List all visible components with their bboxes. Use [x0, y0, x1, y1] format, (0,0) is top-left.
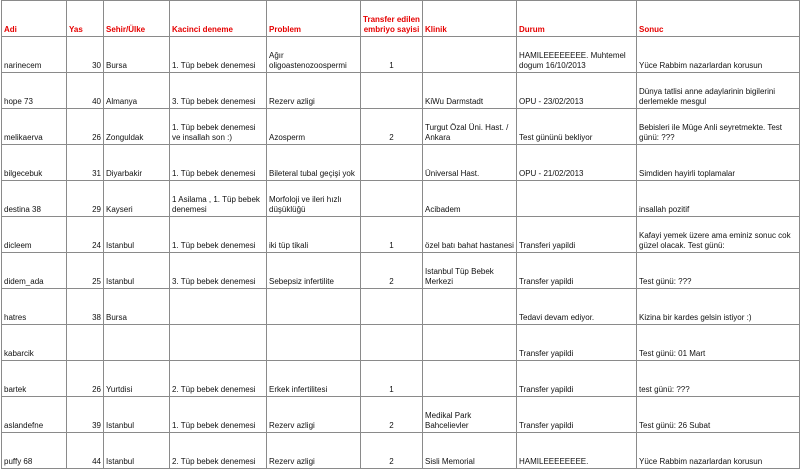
cell-durum — [517, 181, 637, 217]
table-row — [2, 289, 800, 325]
cell-durum: OPU - 21/02/2013 — [517, 145, 637, 181]
cell-yas: 30 — [67, 37, 104, 73]
cell-klinik: Medikal Park Bahcelievler — [423, 397, 517, 433]
cell-durum: Transfer yapildi — [517, 325, 637, 361]
cell-transfer-embriyo: 1 — [361, 361, 423, 397]
cell-sehir-ulke: Yurtdisi — [104, 361, 170, 397]
cell-transfer-embriyo: 2 — [361, 109, 423, 145]
cell-kacinci-deneme: 1. Tüp bebek denemesi — [170, 37, 267, 73]
cell-yas: 39 — [67, 397, 104, 433]
cell-problem: Morfoloji ve ileri hızlı düşüklüğü — [267, 181, 361, 217]
cell-adi: dicleem — [2, 217, 67, 253]
cell-sehir-ulke: Bursa — [104, 37, 170, 73]
cell-problem: Erkek infertilitesi — [267, 361, 361, 397]
cell-problem: Bileteral tubal geçişi yok — [267, 145, 361, 181]
table-row — [2, 361, 800, 397]
cell-transfer-embriyo — [361, 325, 423, 361]
cell-problem: Rezerv azligi — [267, 433, 361, 469]
cell-sehir-ulke: Istanbul — [104, 397, 170, 433]
cell-sehir-ulke: Bursa — [104, 289, 170, 325]
cell-adi: kabarcik — [2, 325, 67, 361]
cell-klinik — [423, 361, 517, 397]
header-klinik: Klinik — [423, 1, 517, 37]
cell-durum: Tedavi devam ediyor. — [517, 289, 637, 325]
table-row — [2, 397, 800, 433]
cell-kacinci-deneme: 2. Tüp bebek denemesi — [170, 433, 267, 469]
cell-yas: 25 — [67, 253, 104, 289]
cell-sonuc: Test günü: 26 Subat — [637, 397, 800, 433]
cell-durum: Transfer yapildi — [517, 397, 637, 433]
cell-sehir-ulke: Diyarbakir — [104, 145, 170, 181]
cell-yas: 44 — [67, 433, 104, 469]
cell-durum: Test gününü bekliyor — [517, 109, 637, 145]
cell-klinik — [423, 289, 517, 325]
cell-kacinci-deneme: 1. Tüp bebek denemesi ve insallah son :) — [170, 109, 267, 145]
cell-klinik: Üniversal Hast. — [423, 145, 517, 181]
cell-adi: destina 38 — [2, 181, 67, 217]
table-row — [2, 217, 800, 253]
header-yas: Yas — [67, 1, 104, 37]
cell-adi: puffy 68 — [2, 433, 67, 469]
cell-sonuc: Test günü: 01 Mart — [637, 325, 800, 361]
cell-sehir-ulke: Almanya — [104, 73, 170, 109]
cell-sonuc: Test günü: ??? — [637, 253, 800, 289]
cell-transfer-embriyo: 2 — [361, 397, 423, 433]
cell-problem: Azosperm — [267, 109, 361, 145]
cell-transfer-embriyo: 1 — [361, 37, 423, 73]
header-adi: Adi — [2, 1, 67, 37]
cell-sonuc: Kafayi yemek üzere ama eminiz sonuc cok güzel olacak. Test günü: — [637, 217, 800, 253]
cell-durum: Transferi yapildi — [517, 217, 637, 253]
cell-adi: bartek — [2, 361, 67, 397]
cell-sonuc: Bebisleri ile Müge Anli seyretmekte. Test günü: ??? — [637, 109, 800, 145]
cell-transfer-embriyo — [361, 73, 423, 109]
cell-transfer-embriyo — [361, 181, 423, 217]
cell-kacinci-deneme: 3. Tüp bebek denemesi — [170, 73, 267, 109]
header-kacinci-deneme: Kacinci deneme — [170, 1, 267, 37]
cell-sehir-ulke: Istanbul — [104, 217, 170, 253]
cell-problem — [267, 325, 361, 361]
cell-durum: OPU - 23/02/2013 — [517, 73, 637, 109]
header-sonuc: Sonuc — [637, 1, 800, 37]
cell-klinik — [423, 325, 517, 361]
cell-klinik: Acibadem — [423, 181, 517, 217]
cell-klinik: Sisli Memorial — [423, 433, 517, 469]
cell-sonuc: Yüce Rabbim nazarlardan korusun — [637, 37, 800, 73]
cell-kacinci-deneme — [170, 289, 267, 325]
cell-adi: narinecem — [2, 37, 67, 73]
cell-sehir-ulke: Zonguldak — [104, 109, 170, 145]
header-transfer-embriyo: Transfer edilen embriyo sayisi — [361, 1, 423, 37]
cell-kacinci-deneme: 1. Tüp bebek denemesi — [170, 217, 267, 253]
cell-problem: iki tüp tikali — [267, 217, 361, 253]
cell-sonuc: Simdiden hayirli toplamalar — [637, 145, 800, 181]
cell-sonuc: Kizina bir kardes gelsin istiyor :) — [637, 289, 800, 325]
table-row — [2, 37, 800, 73]
cell-sehir-ulke: Kayseri — [104, 181, 170, 217]
cell-yas: 40 — [67, 73, 104, 109]
cell-transfer-embriyo — [361, 145, 423, 181]
cell-sonuc: Dünya tatlisi anne adaylarinin bigilerini derlemekle mesgul — [637, 73, 800, 109]
cell-problem: Rezerv azligi — [267, 73, 361, 109]
table-row — [2, 181, 800, 217]
cell-durum: Transfer yapildi — [517, 361, 637, 397]
header-row — [2, 1, 800, 37]
header-problem: Problem — [267, 1, 361, 37]
cell-yas: 26 — [67, 109, 104, 145]
cell-sehir-ulke: Istanbul — [104, 433, 170, 469]
cell-kacinci-deneme: 1. Tüp bebek denemesi — [170, 397, 267, 433]
cell-durum: HAMILEEEEEEEE. — [517, 433, 637, 469]
cell-transfer-embriyo: 2 — [361, 253, 423, 289]
table-row — [2, 325, 800, 361]
cell-sonuc: insallah pozitif — [637, 181, 800, 217]
header-durum: Durum — [517, 1, 637, 37]
table-row — [2, 109, 800, 145]
cell-adi: bilgecebuk — [2, 145, 67, 181]
cell-adi: melikaerva — [2, 109, 67, 145]
cell-transfer-embriyo: 1 — [361, 217, 423, 253]
cell-durum: HAMILEEEEEEEE. Muhtemel dogum 16/10/2013 — [517, 37, 637, 73]
cell-klinik: özel batı bahat hastanesi — [423, 217, 517, 253]
cell-problem: Sebepsiz infertilite — [267, 253, 361, 289]
ivf-participants-table — [1, 0, 800, 469]
cell-yas: 24 — [67, 217, 104, 253]
cell-problem: Ağır oligoastenozoospermi — [267, 37, 361, 73]
cell-adi: hatres — [2, 289, 67, 325]
cell-transfer-embriyo: 2 — [361, 433, 423, 469]
cell-adi: aslandefne — [2, 397, 67, 433]
cell-yas: 29 — [67, 181, 104, 217]
cell-kacinci-deneme: 3. Tüp bebek denemesi — [170, 253, 267, 289]
header-sehir-ulke: Sehir/Ülke — [104, 1, 170, 37]
cell-kacinci-deneme: 1 Asilama , 1. Tüp bebek denemesi — [170, 181, 267, 217]
cell-sehir-ulke: Istanbul — [104, 253, 170, 289]
cell-yas: 38 — [67, 289, 104, 325]
cell-kacinci-deneme: 1. Tüp bebek denemesi — [170, 145, 267, 181]
cell-yas — [67, 325, 104, 361]
cell-adi: didem_ada — [2, 253, 67, 289]
cell-durum: Transfer yapildi — [517, 253, 637, 289]
table-row — [2, 145, 800, 181]
cell-kacinci-deneme — [170, 325, 267, 361]
cell-klinik: Turgut Özal Üni. Hast. / Ankara — [423, 109, 517, 145]
cell-adi: hope 73 — [2, 73, 67, 109]
cell-klinik: Istanbul Tüp Bebek Merkezi — [423, 253, 517, 289]
cell-problem — [267, 289, 361, 325]
cell-yas: 31 — [67, 145, 104, 181]
cell-klinik — [423, 37, 517, 73]
cell-klinik: KiWu Darmstadt — [423, 73, 517, 109]
cell-kacinci-deneme: 2. Tüp bebek denemesi — [170, 361, 267, 397]
cell-problem: Rezerv azligi — [267, 397, 361, 433]
cell-yas: 26 — [67, 361, 104, 397]
cell-sonuc: test günü: ??? — [637, 361, 800, 397]
cell-sehir-ulke — [104, 325, 170, 361]
cell-transfer-embriyo — [361, 289, 423, 325]
cell-sonuc: Yüce Rabbim nazarlardan korusun — [637, 433, 800, 469]
table-row — [2, 73, 800, 109]
table-row — [2, 253, 800, 289]
